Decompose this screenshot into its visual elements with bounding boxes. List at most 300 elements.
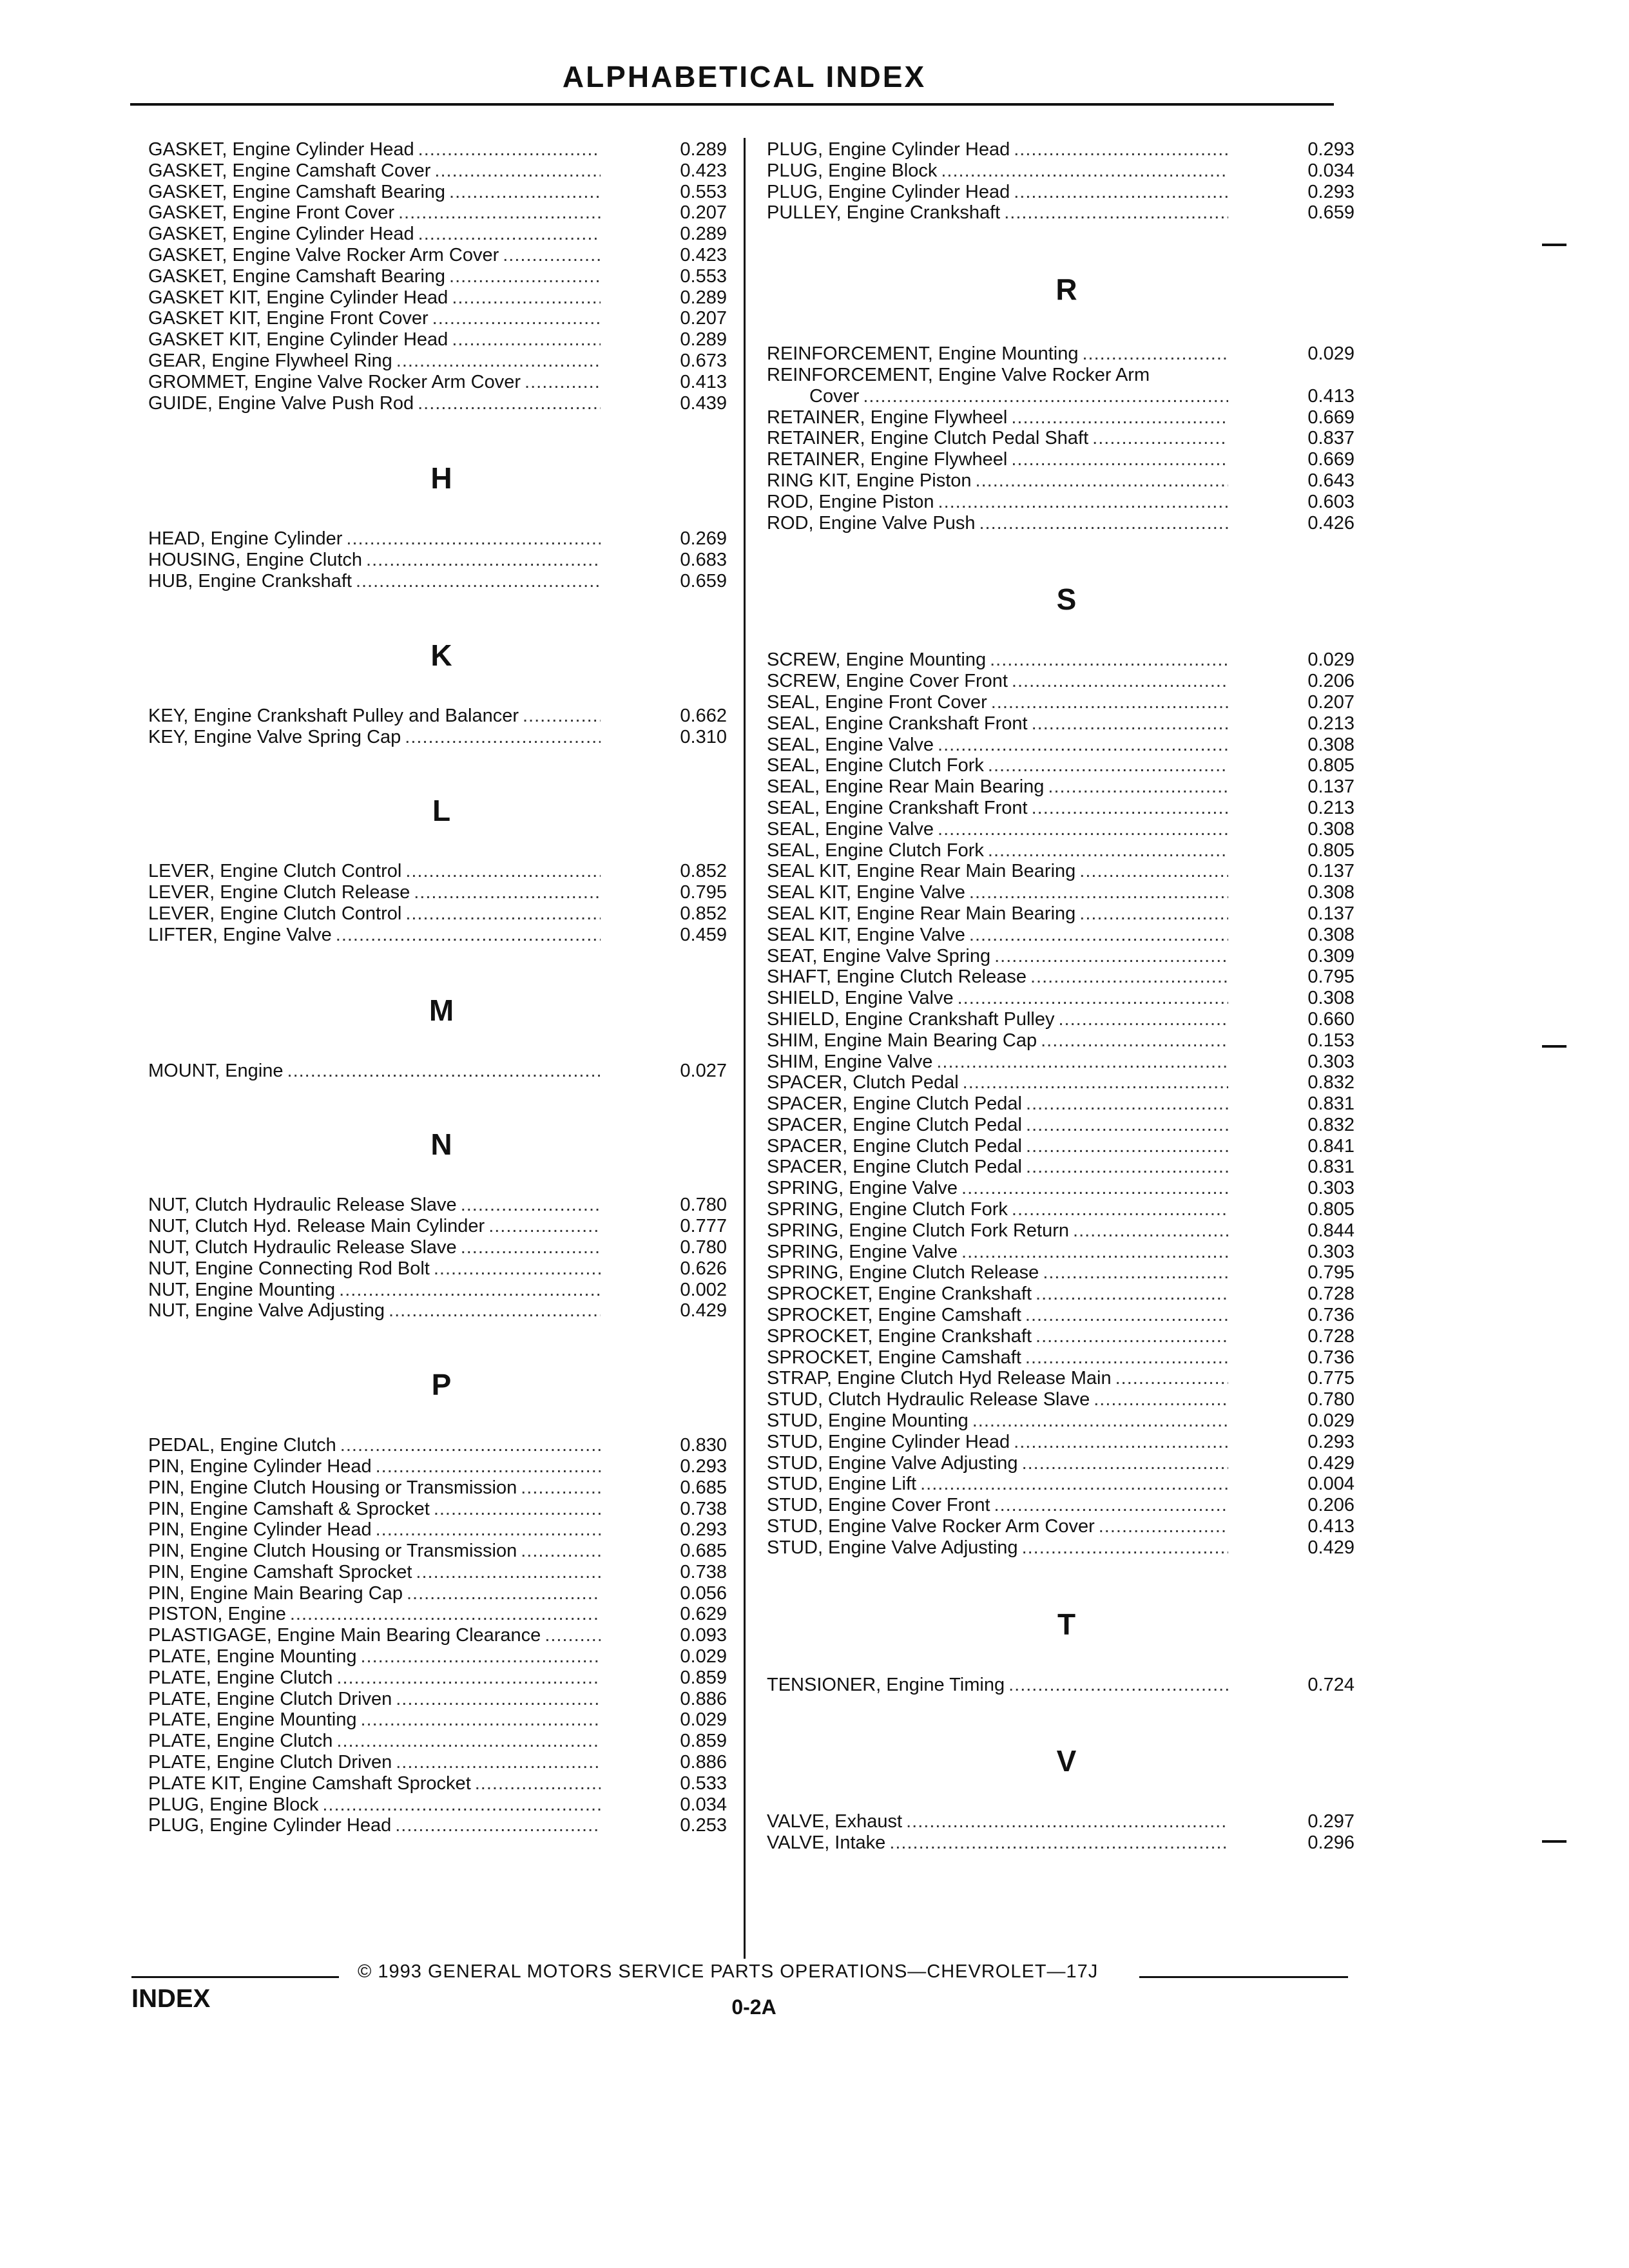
index-entry-body <box>148 1815 604 1836</box>
index-entry-name: SEAL, Engine Clutch Fork <box>767 840 984 861</box>
index-entry <box>767 139 1366 160</box>
dot-leader <box>339 1280 601 1301</box>
dot-leader <box>336 1731 601 1752</box>
index-entry-reference: 0.206 <box>1307 1495 1354 1516</box>
index-entry-name: GASKET, Engine Valve Rocker Arm Cover <box>148 244 499 265</box>
index-entry-body <box>148 1625 604 1646</box>
index-entry-body <box>148 1300 604 1321</box>
index-entry-reference: 0.830 <box>680 1435 727 1456</box>
index-entry-body <box>148 1794 604 1816</box>
index-entry-name: GEAR, Engine Flywheel Ring <box>148 350 392 371</box>
dot-leader <box>461 1195 601 1216</box>
index-entry-reference: 0.685 <box>680 1541 727 1562</box>
index-entry-name: PIN, Engine Camshaft Sprocket <box>148 1561 412 1582</box>
index-entry-body <box>767 988 1232 1009</box>
index-entry <box>767 755 1366 776</box>
dot-leader <box>1115 1368 1228 1389</box>
index-entry-name: STUD, Engine Cover Front <box>767 1495 990 1516</box>
index-entry-reference: 0.289 <box>680 329 727 351</box>
index-entry-name: SEAL, Engine Valve <box>767 734 934 755</box>
dot-leader <box>958 988 1228 1009</box>
dot-leader <box>1011 449 1228 470</box>
index-entry <box>148 393 735 414</box>
index-entry-reference: 0.029 <box>1307 1410 1354 1432</box>
dot-leader <box>376 1519 601 1541</box>
index-entry-reference: 0.137 <box>1307 776 1354 798</box>
dot-leader <box>988 840 1228 861</box>
dot-leader <box>1036 1283 1228 1305</box>
index-entry-body <box>767 1009 1232 1030</box>
index-entry-body <box>767 1283 1232 1305</box>
index-entry <box>767 1347 1366 1369</box>
index-entry <box>767 160 1366 182</box>
index-entry <box>148 903 735 925</box>
index-entry-name: NUT, Engine Connecting Rod Bolt <box>148 1258 430 1279</box>
section-letter: N <box>430 1128 452 1162</box>
section-spacer <box>767 309 1366 343</box>
dot-leader <box>938 819 1228 840</box>
index-entry <box>148 1195 735 1216</box>
index-entry <box>767 1115 1366 1136</box>
index-entry-reference: 0.289 <box>680 287 727 308</box>
dot-leader <box>938 492 1228 513</box>
dot-leader <box>1025 1347 1228 1369</box>
index-entry <box>767 1326 1366 1347</box>
dot-leader <box>936 1052 1228 1073</box>
index-entry <box>767 1178 1366 1199</box>
index-entry-body <box>148 393 604 414</box>
index-entry-name: SPACER, Engine Clutch Pedal <box>767 1135 1023 1157</box>
index-entry-body <box>767 1326 1232 1347</box>
index-entry-name: STUD, Clutch Hydraulic Release Slave <box>767 1389 1090 1410</box>
index-entry-name: SPACER, Engine Clutch Pedal <box>767 1093 1023 1115</box>
index-entry-body <box>148 1195 604 1216</box>
index-entry-reference: 0.533 <box>680 1773 727 1794</box>
index-entry-body <box>767 1157 1232 1178</box>
section-spacer <box>767 1695 1366 1742</box>
index-entry-body <box>767 776 1232 798</box>
index-entry-name: PLATE, Engine Clutch <box>148 1667 333 1688</box>
index-entry-name: KEY, Engine Valve Spring Cap <box>148 726 401 747</box>
index-entry <box>767 407 1366 428</box>
dot-leader <box>432 308 601 329</box>
index-entry-name: SHIM, Engine Valve <box>767 1051 933 1072</box>
index-entry-name: SPACER, Engine Clutch Pedal <box>767 1157 1023 1178</box>
index-entry-reference: 0.841 <box>1307 1135 1354 1157</box>
section-spacer <box>148 414 735 459</box>
index-entry-name: SHIM, Engine Main Bearing Cap <box>767 1030 1037 1051</box>
index-entry-body <box>148 139 604 160</box>
index-entry-reference: 0.137 <box>1307 903 1354 924</box>
index-entry-body <box>148 882 604 903</box>
index-entry-reference: 0.293 <box>1307 181 1354 202</box>
dot-leader <box>396 351 601 372</box>
index-entry-reference: 0.831 <box>1307 1093 1354 1115</box>
section-spacer <box>148 946 735 991</box>
index-entry <box>767 1495 1366 1516</box>
index-entry-body <box>148 329 604 351</box>
index-entry <box>148 1519 735 1541</box>
index-entry-body <box>767 1052 1232 1073</box>
index-entry-reference: 0.093 <box>680 1625 727 1646</box>
index-entry-name: SPRING, Engine Clutch Release <box>767 1262 1039 1283</box>
index-entry-body <box>767 1072 1232 1093</box>
index-entry-name: PLATE, Engine Clutch Driven <box>148 1752 392 1773</box>
index-entry-reference: 0.029 <box>1307 649 1354 671</box>
index-entry-reference: 0.728 <box>1307 1325 1354 1347</box>
index-entry-name: SPACER, Clutch Pedal <box>767 1072 959 1093</box>
index-entry-name: SPRING, Engine Clutch Fork Return <box>767 1220 1070 1241</box>
index-entry <box>148 329 735 351</box>
index-entry-body <box>767 903 1232 925</box>
index-entry <box>148 160 735 182</box>
index-entry-body <box>767 182 1232 203</box>
index-entry-body <box>767 1811 1232 1832</box>
index-entry-name: RETAINER, Engine Flywheel <box>767 449 1008 470</box>
index-entry-reference: 0.056 <box>680 1582 727 1604</box>
index-entry-name: GASKET, Engine Camshaft Bearing <box>148 265 446 287</box>
index-entry-name: HEAD, Engine Cylinder <box>148 528 343 550</box>
section-letter: L <box>432 794 451 828</box>
index-entry-body <box>767 1093 1232 1115</box>
index-entry <box>148 139 735 160</box>
index-entry-reference: 0.795 <box>1307 1262 1354 1283</box>
index-entry <box>148 1625 735 1646</box>
index-entry-reference: 0.413 <box>1307 385 1354 407</box>
index-entry-body <box>148 1773 604 1794</box>
index-entry-body <box>767 428 1232 449</box>
index-entry-reference: 0.859 <box>680 1667 727 1688</box>
index-entry <box>767 988 1366 1009</box>
section-letter: M <box>429 993 454 1027</box>
index-entry-reference: 0.459 <box>680 924 727 945</box>
index-entry-name: LIFTER, Engine Valve <box>148 924 332 945</box>
section-spacer <box>148 747 735 791</box>
index-entry <box>767 1220 1366 1242</box>
index-entry <box>767 649 1366 671</box>
index-entry-name: GASKET, Engine Camshaft Cover <box>148 160 431 181</box>
index-entry-body <box>767 1199 1232 1220</box>
dot-leader <box>1079 861 1228 882</box>
dot-leader <box>287 1061 601 1082</box>
dot-leader <box>1026 1093 1228 1115</box>
footer-rule-right <box>1139 1976 1348 1978</box>
index-entry-name: PLUG, Engine Cylinder Head <box>767 139 1010 160</box>
index-entry <box>148 1583 735 1604</box>
page-title: ALPHABETICAL INDEX <box>562 60 927 93</box>
dot-leader <box>488 1216 601 1237</box>
index-entry-body <box>148 1752 604 1773</box>
index-entry <box>767 1157 1366 1178</box>
dot-leader <box>1048 776 1228 798</box>
index-entry <box>148 882 735 903</box>
index-entry-name: STUD, Engine Cylinder Head <box>767 1431 1010 1452</box>
index-entry-reference: 0.780 <box>1307 1389 1354 1410</box>
index-entry-reference: 0.805 <box>1307 840 1354 861</box>
dot-leader <box>452 329 601 351</box>
index-entry-name: GUIDE, Engine Valve Push Rod <box>148 392 414 414</box>
index-entry-reference: 0.137 <box>1307 861 1354 882</box>
index-entry <box>148 1689 735 1710</box>
index-entry-body <box>148 1731 604 1752</box>
index-entry-reference: 0.553 <box>680 265 727 287</box>
index-entry-body <box>767 1347 1232 1369</box>
index-entry-body <box>767 1675 1232 1696</box>
index-entry-reference: 0.683 <box>680 550 727 571</box>
index-entry-name: GASKET, Engine Cylinder Head <box>148 139 414 160</box>
index-entry <box>767 903 1366 925</box>
index-entry-body <box>148 1061 604 1082</box>
dot-leader <box>434 1258 601 1280</box>
index-entry-body <box>148 1689 604 1710</box>
index-entry-reference: 0.429 <box>1307 1537 1354 1558</box>
index-entry <box>148 202 735 224</box>
index-entry-body <box>148 1604 604 1625</box>
index-entry <box>767 449 1366 470</box>
dot-leader <box>545 1625 601 1646</box>
index-entry-reference: 0.832 <box>1307 1114 1354 1135</box>
margin-tick-mark <box>1542 1045 1566 1048</box>
index-entry-reference: 0.553 <box>680 181 727 202</box>
dot-leader <box>941 160 1228 182</box>
index-entry-reference: 0.029 <box>680 1646 727 1667</box>
index-entry <box>767 1305 1366 1326</box>
dot-leader <box>1026 1157 1228 1178</box>
index-entry <box>148 1815 735 1836</box>
index-entry-name: RETAINER, Engine Clutch Pedal Shaft <box>767 428 1089 449</box>
index-entry-reference: 0.662 <box>680 705 727 726</box>
index-entry-name: RETAINER, Engine Flywheel <box>767 407 1008 428</box>
index-entry-name: PULLEY, Engine Crankshaft <box>767 202 1001 224</box>
dot-leader <box>994 946 1228 967</box>
index-entry-reference: 0.293 <box>680 1519 727 1541</box>
index-entry-body <box>767 1537 1232 1559</box>
dot-leader <box>395 1815 601 1836</box>
dot-leader <box>1026 1115 1228 1136</box>
dot-leader <box>407 1583 601 1604</box>
index-entry-reference: 0.736 <box>1307 1347 1354 1368</box>
index-column-left <box>148 139 735 1836</box>
index-entry-reference: 0.308 <box>1307 734 1354 755</box>
index-entry-name: NUT, Clutch Hydraulic Release Slave <box>148 1195 457 1216</box>
index-entry <box>148 1435 735 1456</box>
index-entry <box>767 966 1366 988</box>
index-entry-body <box>148 1562 604 1583</box>
dot-leader <box>336 925 601 946</box>
index-entry-body <box>767 1453 1232 1474</box>
index-entry-name: GASKET, Engine Front Cover <box>148 202 394 224</box>
section-letter: H <box>430 461 452 495</box>
index-entry-body <box>767 671 1232 692</box>
index-entry-body <box>767 798 1232 819</box>
section-spacer <box>148 1081 735 1125</box>
dot-leader <box>346 528 601 550</box>
index-entry-reference: 0.253 <box>680 1815 727 1836</box>
dot-leader <box>1008 1675 1228 1696</box>
section-spacer <box>148 1164 735 1195</box>
dot-leader <box>398 202 601 224</box>
index-entry <box>767 513 1366 534</box>
index-entry <box>767 428 1366 449</box>
index-entry <box>767 1537 1366 1559</box>
dot-leader <box>405 861 601 882</box>
index-entry-body <box>767 449 1232 470</box>
index-entry-name: HUB, Engine Crankshaft <box>148 570 352 591</box>
section-letter: P <box>431 1368 452 1402</box>
dot-leader <box>1059 1009 1229 1030</box>
index-entry <box>767 713 1366 735</box>
index-entry-name: SEAL, Engine Crankshaft Front <box>767 713 1028 734</box>
index-entry <box>148 1258 735 1280</box>
section-letter: S <box>1056 582 1077 617</box>
index-entry-reference: 0.805 <box>1307 755 1354 776</box>
index-entry-reference: 0.859 <box>680 1731 727 1752</box>
index-entry-name: SEAL, Engine Crankshaft Front <box>767 797 1028 818</box>
index-entry-reference: 0.308 <box>1307 988 1354 1009</box>
index-entry-body <box>148 903 604 925</box>
index-entry-body <box>148 160 604 182</box>
dot-leader <box>361 1646 601 1667</box>
column-divider <box>744 138 746 1959</box>
index-entry-name: GASKET KIT, Engine Cylinder Head <box>148 329 448 351</box>
footer-rule-left <box>131 1976 339 1978</box>
index-entry-reference: 0.831 <box>1307 1157 1354 1178</box>
dot-leader <box>969 925 1228 946</box>
index-entry-reference: 0.029 <box>680 1709 727 1731</box>
index-entry <box>767 343 1366 365</box>
section-letter: T <box>1057 1607 1076 1641</box>
index-entry-body <box>767 1832 1232 1854</box>
index-entry-body <box>148 1216 604 1237</box>
index-entry-body <box>767 1220 1232 1242</box>
index-entry-body <box>148 1258 604 1280</box>
index-entry-name: GASKET, Engine Camshaft Bearing <box>148 181 446 202</box>
index-entry <box>148 1731 735 1752</box>
index-entry-name: ROD, Engine Piston <box>767 491 934 512</box>
index-entry-reference: 0.844 <box>1307 1220 1354 1241</box>
index-entry-body <box>148 287 604 309</box>
dot-leader <box>1014 182 1228 203</box>
index-entry-name: LEVER, Engine Clutch Control <box>148 903 402 924</box>
index-entry-reference: 0.153 <box>1307 1030 1354 1051</box>
index-entry-reference: 0.659 <box>680 570 727 591</box>
index-entry <box>148 182 735 203</box>
index-entry <box>148 1752 735 1773</box>
index-entry-body <box>148 1456 604 1477</box>
index-entry <box>148 925 735 946</box>
index-entry <box>767 1052 1366 1073</box>
dot-leader <box>418 224 601 245</box>
index-entry-reference: 0.439 <box>680 392 727 414</box>
dot-leader <box>1014 139 1228 160</box>
section-spacer <box>148 1404 735 1435</box>
index-entry <box>148 1477 735 1499</box>
index-entry-name: Cover <box>809 385 860 407</box>
index-entry <box>767 386 1366 407</box>
index-entry-body <box>767 1262 1232 1283</box>
index-entry-name: NUT, Clutch Hydraulic Release Slave <box>148 1236 457 1258</box>
index-entry <box>148 1456 735 1477</box>
index-entry-reference: 0.296 <box>1307 1832 1354 1854</box>
index-entry-body <box>148 372 604 393</box>
index-entry-reference: 0.034 <box>1307 160 1354 181</box>
dot-leader <box>1092 428 1228 449</box>
footer-section-label: INDEX <box>131 1984 211 2013</box>
index-entry-name: NUT, Engine Valve Adjusting <box>148 1300 385 1321</box>
index-entry-name: SEAL, Engine Clutch Fork <box>767 755 984 776</box>
index-entry-name: STUD, Engine Valve Adjusting <box>767 1537 1018 1558</box>
dot-leader <box>1079 903 1228 925</box>
index-entry-body <box>767 343 1232 365</box>
index-entry <box>148 571 735 592</box>
index-entry-name: SPRING, Engine Valve <box>767 1241 958 1262</box>
index-entry-body <box>767 925 1232 946</box>
index-entry-name: STUD, Engine Valve Rocker Arm Cover <box>767 1516 1095 1537</box>
index-entry-body <box>148 1499 604 1520</box>
index-entry <box>148 1280 735 1301</box>
index-entry-reference: 0.004 <box>1307 1474 1354 1495</box>
dot-leader <box>340 1435 601 1456</box>
index-entry-body <box>148 727 604 748</box>
footer-copyright: © 1993 GENERAL MOTORS SERVICE PARTS OPERATIONS—CHEVROLET—17J <box>358 1961 1099 1982</box>
index-entry-name: SEAL, Engine Front Cover <box>767 691 987 713</box>
index-entry-name: SCREW, Engine Cover Front <box>767 671 1008 692</box>
index-entry-reference: 0.308 <box>1307 924 1354 945</box>
page-number: 0-2A <box>731 1995 776 2019</box>
index-entry-body <box>148 1709 604 1731</box>
dot-leader <box>1073 1220 1228 1242</box>
index-entry <box>767 1262 1366 1283</box>
dot-leader <box>452 287 601 309</box>
index-entry-name: SEAL KIT, Engine Valve <box>767 924 965 945</box>
margin-tick-mark <box>1542 244 1566 246</box>
dot-leader <box>1083 343 1229 365</box>
index-entry-reference: 0.426 <box>1307 512 1354 533</box>
index-entry <box>148 224 735 245</box>
index-entry-reference: 0.029 <box>1307 343 1354 365</box>
index-entry-reference: 0.207 <box>1307 691 1354 713</box>
index-entry <box>148 550 735 571</box>
index-entry <box>767 692 1366 713</box>
dot-leader <box>1014 1432 1228 1453</box>
dot-leader <box>1030 966 1228 988</box>
index-entry-reference: 0.289 <box>680 224 727 245</box>
index-entry <box>148 1541 735 1562</box>
index-entry <box>767 798 1366 819</box>
index-entry-body <box>148 202 604 224</box>
index-entry-name: SEAL, Engine Rear Main Bearing <box>767 776 1045 798</box>
index-entry-name: NUT, Engine Mounting <box>148 1279 336 1300</box>
index-entry-name: SEAL KIT, Engine Valve <box>767 882 965 903</box>
index-entry <box>148 1646 735 1667</box>
index-entry-body <box>148 1646 604 1667</box>
index-entry-body <box>148 550 604 571</box>
index-entry-body <box>148 1583 604 1604</box>
index-entry-body <box>767 1389 1232 1410</box>
index-entry-body <box>767 692 1232 713</box>
dot-leader <box>418 139 601 160</box>
index-entry <box>767 1389 1366 1410</box>
index-entry <box>767 882 1366 903</box>
section-letter: R <box>1055 273 1077 307</box>
index-entry-name: SPACER, Engine Clutch Pedal <box>767 1114 1023 1135</box>
index-entry-body <box>767 1368 1232 1389</box>
index-entry-reference: 0.685 <box>680 1477 727 1498</box>
index-entry-reference: 0.293 <box>1307 1431 1354 1452</box>
section-spacer <box>767 1644 1366 1675</box>
dot-leader <box>1022 1453 1228 1474</box>
index-entry-reference: 0.643 <box>1307 470 1354 491</box>
